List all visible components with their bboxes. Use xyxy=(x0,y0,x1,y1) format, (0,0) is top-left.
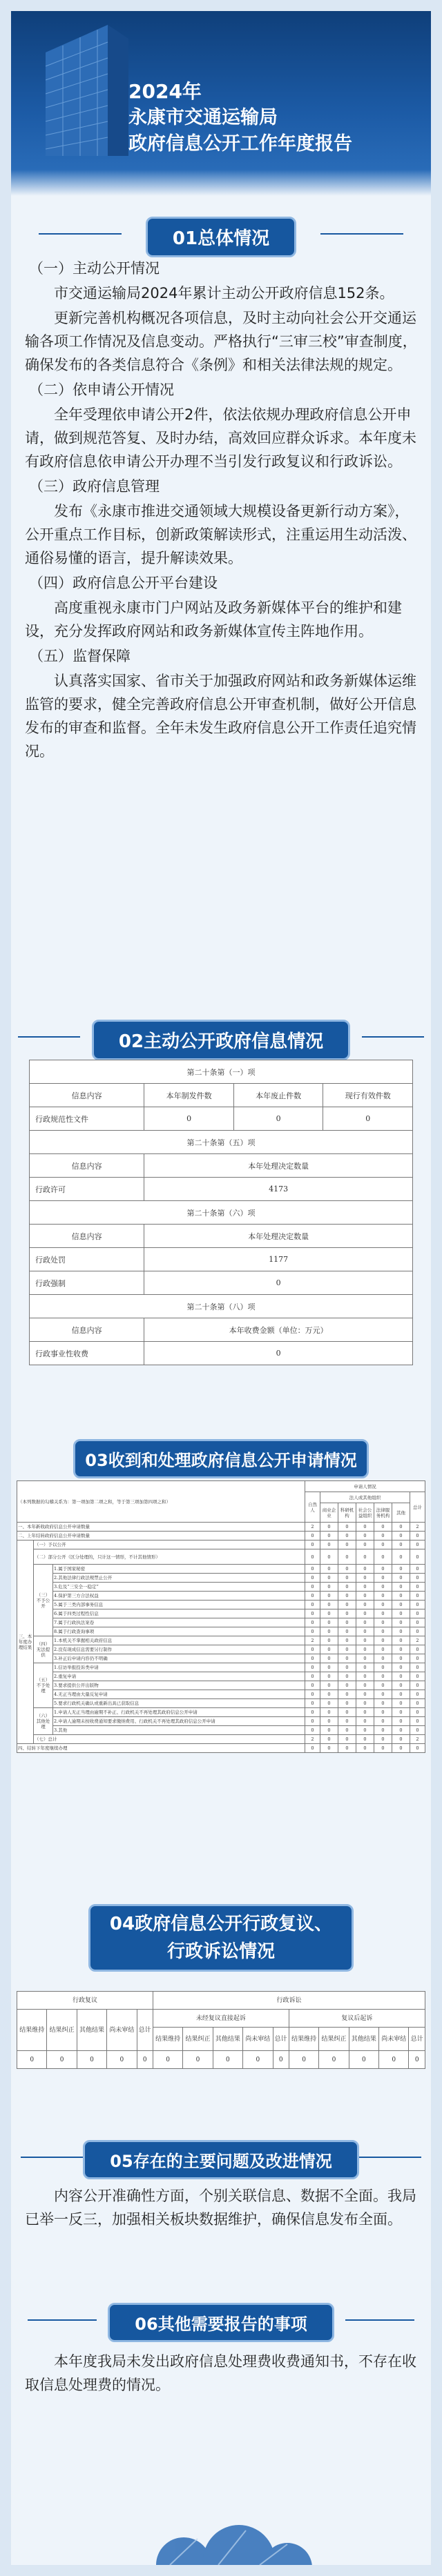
table-row: 8.属于行政查询事项 0 0 0 0 0 0 0 xyxy=(17,1627,425,1636)
table-row: 信息内容 本年处理决定数量 xyxy=(30,1154,413,1178)
table-row: 一、本年新收政府信息公开申请数量 2 0 0 0 0 0 2 xyxy=(17,1523,425,1532)
table-row: 行政处罚 1177 xyxy=(30,1248,413,1271)
section-title-3: 03收到和处理政府信息公开申请情况 xyxy=(11,1439,431,1478)
table-row: （三）不予公开 1.属于国家秘密 0 0 0 0 0 0 0 xyxy=(17,1565,425,1574)
overview-paragraph: （二）依申请公开情况 xyxy=(29,382,174,398)
table-row: 2.没有现成信息需要另行制作 0 0 0 0 0 0 0 xyxy=(17,1645,425,1654)
footer-decoration-icon xyxy=(11,2499,431,2565)
table-row: 2.其他法律行政法规禁止公开 0 0 0 0 0 0 0 xyxy=(17,1574,425,1583)
table-row: （四）无法提供 1.本机关不掌握相关政府信息 2 0 0 0 0 0 2 xyxy=(17,1636,425,1645)
overview-paragraph: 高度重视永康市门户网站及政务新媒体平台的维护和建设，充分发挥政府网站和政务新媒体宣传主阵地作用。 xyxy=(25,600,402,640)
section-title-5: 05存在的主要问题及改进情况 xyxy=(11,2140,431,2179)
table-heading: 第二十条第（八）项 xyxy=(30,1295,413,1318)
table-heading: 第二十条第（六）项 xyxy=(30,1201,413,1225)
overview-paragraph: （五）监督保障 xyxy=(29,648,131,664)
active-disclosure-table xyxy=(29,1060,413,1365)
table-row: 行政规范性文件 0 0 0 xyxy=(30,1107,413,1131)
table-row: 信息内容 本年制发件数 本年废止件数 现行有效件数 xyxy=(30,1084,413,1107)
table-row: （六）其他处理 1.申请人无正当理由逾期不补正、行政机关不再处理其政府信息公开申请 0 0 0 0 0 0 0 xyxy=(17,1708,425,1717)
application-table: （本列数据的勾稽关系为：第一项加第二项之和，等于第三项加第四项之和） 申请人情况 自然人 法人或其他组织 总计 商业企业 科研机构 社会公益组织 法律服务机构 其他 一、本年新收政府信息公开申请数量 2 0 0 0 0 0 2 二、上年结转政府信息公开申请数量 0 0 0 0 0 0 0 三、本年度办理结果 （一）予以公开 0 0 0 0 0 0 0 （二）部分公开（区分处理的，只计这一情形，不计其他情形） 0 0 0 0 0 0 0 （三）不予公开 1.属于国家秘密 0 0 0 0 0 0 0 2.其他法律行政法规禁止公开 0 0 0 0 0 0 0 3.危及“三安全一稳定” 0 0 0 0 0 0 0 4.保护第三方合法权益 0 0 0 0 0 0 0 5.属于三类内部事务信息 0 0 0 0 0 0 0 6.属于四类过程性信息 0 0 0 0 0 0 0 7.属于行政执法案卷 0 0 0 0 0 0 0 8.属于行政查询事项 0 0 0 0 0 0 0 （四）无法提供 1.本机关不掌握相关政府信息 2 0 0 0 0 0 2 2.没有现成信息需要另行制作 0 0 0 0 0 0 0 3.补正后申请内容仍不明确 0 0 0 0 0 0 0 （五）不予处理 1.信访举报投诉类申请 0 0 0 0 0 0 0 2.重复申请 0 0 0 0 0 0 0 3.要求提供公开出版物 0 0 0 0 0 0 0 4.无正当理由大量反复申请 0 0 0 0 0 0 0 5.要求行政机关确认或重新出具已获取信息 0 0 0 0 0 0 0 （六）其他处理 1.申请人无正当理由逾期不补正、行政机关不再处理其政府信息公开申请 0 0 0 0 0 0 0 2.申请人逾期未按收费通知要求缴纳费用、行政机关不再处理其政府信息公开申请 0 0 0 0 0 0 0 3.其他 0 0 0 0 0 0 0 （七）总计 2 0 0 0 0 0 2 四、结转下年度继续办理 0 0 0 0 0 0 0 xyxy=(17,1480,425,1753)
table-row: 7.属于行政执法案卷 0 0 0 0 0 0 0 xyxy=(17,1618,425,1627)
table-row: 5.属于三类内部事务信息 0 0 0 0 0 0 0 xyxy=(17,1601,425,1609)
header-banner xyxy=(11,11,431,196)
table-row: （七）总计 2 0 0 0 0 0 2 xyxy=(17,1735,425,1744)
other-matters-text: 本年度我局未发出政府信息处理费收费通知书，不存在收取信息处理费的情况。 xyxy=(25,2353,416,2393)
table-row: 行政事业性收费 0 xyxy=(30,1342,413,1365)
table-row: （二）部分公开（区分处理的，只计这一情形，不计其他情形） 0 0 0 0 0 0 0 xyxy=(17,1549,425,1565)
table-row: 2.重复申请 0 0 0 0 0 0 0 xyxy=(17,1672,425,1681)
overview-paragraph: 全年受理依申请公开2件，依法依规办理政府信息公开申请，做到规范答复、及时办结，高效回应群众诉求。本年度未有政府信息依申请公开办理不当引发行政复议和行政诉讼。 xyxy=(25,406,416,470)
table-heading: 第二十条第（一）项 xyxy=(30,1060,413,1084)
overview-text xyxy=(25,257,417,764)
table-row: 3.要求提供公开出版物 0 0 0 0 0 0 0 xyxy=(17,1681,425,1690)
section-title-2: 02主动公开政府信息情况 xyxy=(11,1020,431,1060)
overview-paragraph: 市交通运输局2024年累计主动公开政府信息152条。 xyxy=(54,285,394,301)
table-row: 3.补正后申请内容仍不明确 0 0 0 0 0 0 0 xyxy=(17,1654,425,1663)
table-row: 2.申请人逾期未按收费通知要求缴纳费用、行政机关不再处理其政府信息公开申请 0 0 0 0 0 0 0 xyxy=(17,1717,425,1726)
table-heading: 第二十条第（五）项 xyxy=(30,1131,413,1154)
overview-paragraph: 发布《永康市推进交通领域大规模设备更新行动方案》，公开重点工作目标，创新政策解读形式，注重运用生动活泼、通俗易懂的语言，提升解读效果。 xyxy=(25,503,416,566)
overview-paragraph: 认真落实国家、省市关于加强政府网站和政务新媒体运维监管的要求，健全完善政府信息公开审查机制，做好公开信息发布的审查和监督。全年未发生政府信息公开工作责任追究情况。 xyxy=(25,673,416,760)
table-row: 三、本年度办理结果 （一）予以公开 0 0 0 0 0 0 0 xyxy=(17,1540,425,1549)
review-litigation-table: 行政复议 行政诉讼 结果维持 结果纠正 其他结果 尚未审结 总计 未经复议直接起诉 复议后起诉 结果维持 结果纠正 其他结果 尚未审结 总计 结果维持 结果纠正 其他结果 尚未审结 总计 0 0 0 0 0 0 0 0 0 0 0 0 0 0 0 xyxy=(17,1991,425,2069)
report-year: 2024年 xyxy=(128,80,202,103)
report-page xyxy=(11,11,431,2565)
table-row: 5.要求行政机关确认或重新出具已获取信息 0 0 0 0 0 0 0 xyxy=(17,1699,425,1708)
table-row: （五）不予处理 1.信访举报投诉类申请 0 0 0 0 0 0 0 xyxy=(17,1663,425,1672)
building-illustration-icon xyxy=(32,25,128,156)
table-row: 6.属于四类过程性信息 0 0 0 0 0 0 0 xyxy=(17,1609,425,1618)
table-row: 信息内容 本年收费金额（单位：万元） xyxy=(30,1318,413,1342)
table-row: 4.保护第三方合法权益 0 0 0 0 0 0 0 xyxy=(17,1592,425,1601)
problems-text: 内容公开准确性方面，个别关联信息、数据不全面。我局已举一反三，加强相关板块数据维护，确保信息发布全面。 xyxy=(25,2188,416,2228)
table-row: 0 0 0 0 0 0 0 0 0 0 0 0 0 0 0 xyxy=(17,2051,425,2069)
overview-paragraph: （四）政府信息公开平台建设 xyxy=(29,575,218,591)
report-title: 政府信息公开工作年度报告 xyxy=(128,133,352,155)
section-title-6: 06其他需要报告的事项 xyxy=(11,2303,431,2342)
overview-paragraph: （一）主动公开情况 xyxy=(29,260,160,277)
overview-paragraph: （三）政府信息管理 xyxy=(29,478,160,495)
table-row: 行政强制 0 xyxy=(30,1271,413,1295)
table-row: 4.无正当理由大量反复申请 0 0 0 0 0 0 0 xyxy=(17,1690,425,1699)
table-row: 3.危及“三安全一稳定” 0 0 0 0 0 0 0 xyxy=(17,1583,425,1592)
table-row: 四、结转下年度继续办理 0 0 0 0 0 0 0 xyxy=(17,1744,425,1753)
table-row: 行政许可 4173 xyxy=(30,1178,413,1201)
table-row: 二、上年结转政府信息公开申请数量 0 0 0 0 0 0 0 xyxy=(17,1532,425,1540)
section-title-4: 04政府信息公开行政复议、 行政诉讼情况 xyxy=(11,1904,431,1972)
overview-paragraph: 更新完善机构概况各项信息，及时主动向社会公开交通运输各项工作情况及信息变动。严格执行“三审三校”审查制度，确保发布的各类信息符合《条例》和相关法律法规的规定。 xyxy=(25,310,417,373)
table-row: 3.其他 0 0 0 0 0 0 0 xyxy=(17,1726,425,1735)
table-row: 信息内容 本年处理决定数量 xyxy=(30,1225,413,1248)
section-title-1: 01总体情况 xyxy=(11,217,431,257)
org-name: 永康市交通运输局 xyxy=(128,107,278,128)
